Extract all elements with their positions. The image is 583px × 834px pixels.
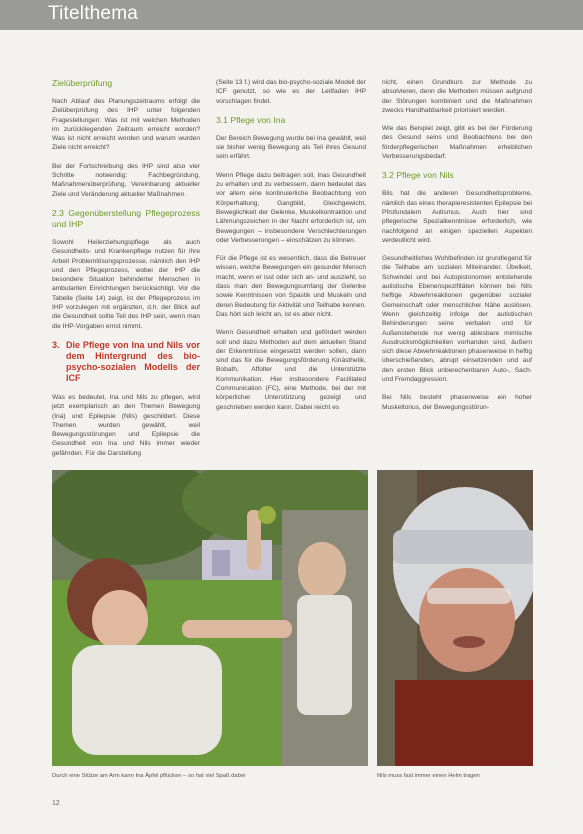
heading-3-1: 3.1 Pflege von Ina <box>216 114 286 125</box>
paragraph: nicht, einen Grundkurs zur Methode zu absolvieren, denn die Methoden müssen aufgrund der Störungen kombiniert und die Maßnahmen zwecks Handhabbarkeit priorisiert werden. <box>382 79 532 114</box>
text-column-1 <box>52 78 200 467</box>
paragraph: Bils hat die anderen Gesundheitsprobleme, nämlich das eines therapieresistenten Epilepsie bei Pfrofundalem Autismus. Auch hier sind pflegerische Spezialkenntnisse erforderlich, wie nachfolgend an einigen speziellen Aspekten verdeutlicht wird. <box>382 190 532 244</box>
photo-caption-nils: Nils muss fast immer einen Helm tragen <box>377 773 480 779</box>
paragraph: Gesundheitliches Wohlbefinden ist grundlegend für die Teilhabe am sozialen Miteinander. Übelkeit, Schwindel und bei Autopistonomen entstehende autistische Ebenenspezifitäten können bei Nils heftige Abwehrreaktionen gegenüber sozialer Gemeinschaft oder menschlicher Nähe auslösen. Wenn gleichzeitig infolge der autistischen Behinderungen seine verbalen und für Außenstehende nur wenig ablesbare mimische Ausdrucksmöglichkeiten vorhanden sind, äußern sich diese Abwehrreaktionen phasenweise in heftig überschießenden, abrupt einsetzenden und auf den ersten Blick unberechenbaren Auto-, Sach- und Fremdaggression. <box>382 255 532 384</box>
photo-ina-illustration <box>52 470 368 766</box>
page-section-title: Titelthema <box>48 3 138 24</box>
header-bar <box>0 0 583 30</box>
page-number: 12 <box>52 800 60 807</box>
paragraph: Der Bereich Bewegung wurde bei Ina gewählt, weil sie bisher wenig Bewegung als Teil ihres Gesund sein erfährt. <box>216 134 366 161</box>
paragraph: Nach Ablauf des Planungszeitraums erfolgt die Zielüberprüfung des IHP unter folgenden Fragestellungen: Was ist mit welchen Methoden im zurückliegenden Zeitraum erreicht worden? Was ist nicht erreicht worden und warum wurden Ziele nicht erreicht? <box>52 98 200 152</box>
photo-nils-illustration <box>377 470 533 766</box>
paragraph: Für die Pflege ist es wesentlich, dass die Betreuer wissen, welche Bewegungen ein gesunder Mensch macht, wenn er isst oder sich an- und auszieht, so dass man den Bewegungsumfang der Gelenke sowie Kenntnissen von Spastik und Muskeln und deren Bedeutung für Aktivität und Teilhabe kennen. Das hört sich leicht an, ist es aber nicht. <box>216 255 366 318</box>
photo-ina-apple-picking <box>52 470 368 766</box>
paragraph: Wenn Pflege dazu beitragen soll, Inas Gesundheit zu erhalten und zu verbessern, dann bedeutet das vor allem eine kontinuierliche Beobachtung von Körperhaltung, Gangbild, Gleichgewicht, Beweglichkeit der Gelenke, Muskelkontraktion und Lähmungszeichen in der Nacht erforderlich ist, um Bewegungen – insbesondere Verschlechterungen oder Verbesserungen – einschätzen zu können. <box>216 171 366 244</box>
photo-nils-helmet <box>377 470 533 766</box>
heading-zielueberpruefung: Zielüberprüfung <box>52 78 113 88</box>
paragraph: Wenn Gesundheit erhalten und gefördert werden soll und dazu Methoden auf dem aktuellen Stand der Erkenntnisse eingesetzt werden sollen, dann sind das für die Bewegungsförderung Kinästhetik, Bobath, Affolter und die Unterstützte Kommunikation. Hier insbesondere Facilitated Communication (FC), eine Methode, bei der mit körperlicher Unterstützung gezeigt und geschrieben werden kann. Dabei reicht es <box>216 329 366 411</box>
section-title: Die Pflege von Ina und Nils vor dem Hintergrund des bio-psycho-sozialen Modells der ICF <box>66 339 200 383</box>
heading-2-3: 2.3 Gegenüberstellung Pflegeprozess und IHP <box>52 207 200 229</box>
text-column-2 <box>216 78 366 421</box>
heading-3-2: 3.2 Pflege von Nils <box>382 170 454 181</box>
paragraph: Bei Nils besteht phasenweise ein hoher Muskeltonus, der Bewegungsstörun- <box>382 394 532 411</box>
paragraph: Wie das Beispiel zeigt, gibt es bei der Förderung des Gesund seins und Beobachtens bei den förderpflegerischen Maßnahmen erheblichen Verbesserungsbedarf. <box>382 125 532 161</box>
paragraph: Was es bedeutet, Ina und Nils zu pflegen, wird jetzt exemplarisch an den Themen Bewegung (Ina) und Epilepsie (Nils) geschildert. Diese Themen wurden gewählt, weil Bewegungsstörungen und Epilepsie die Gesundheit von Ina und Nils immer wieder gefährden. Für die Darstellung <box>52 393 200 457</box>
section-number: 3. <box>52 339 60 350</box>
heading-section-3 <box>52 340 200 384</box>
photo-caption-ina: Durch eine Stütze am Arm kann Ina Äpfel pflücken – so hat viel Spaß dabei <box>52 773 246 779</box>
paragraph: (Seite 13 f.) wird das bio-psycho-soziale Modell der ICF genutzt, so wie es der Leitfaden IHP vorschlagen findet. <box>216 79 366 105</box>
paragraph: Sowohl Heilerziehungspflege als auch Gesundheits- und Krankenpflege nutzen für ihre Arbeit Problemlösungsprozesse, nämlich den IHP und den Pflegeprozess, wobei der IHP die besondere Situation behinderter Menschen in ambulanten Einrichtungen berücksichtigt. Vor die Tabelle (Seite 14) zeigt, ist der Pflegeprozess im IHP vorzulegen mit ergänzten, d.h. der Blick auf die Gesundheit sollte Teil des IHP sein, wenn man die IHP-Vorgaben ernst nimmt. <box>52 238 200 330</box>
text-column-3 <box>382 78 532 421</box>
paragraph: Bei der Fortschreibung des IHP sind also vier Schritte notwendig: Fachbegründung, Maßnahmenüberprüfung, Vereinbarung aktueller Ziele und Veränderung aktueller Maßnahmen. <box>52 162 200 198</box>
